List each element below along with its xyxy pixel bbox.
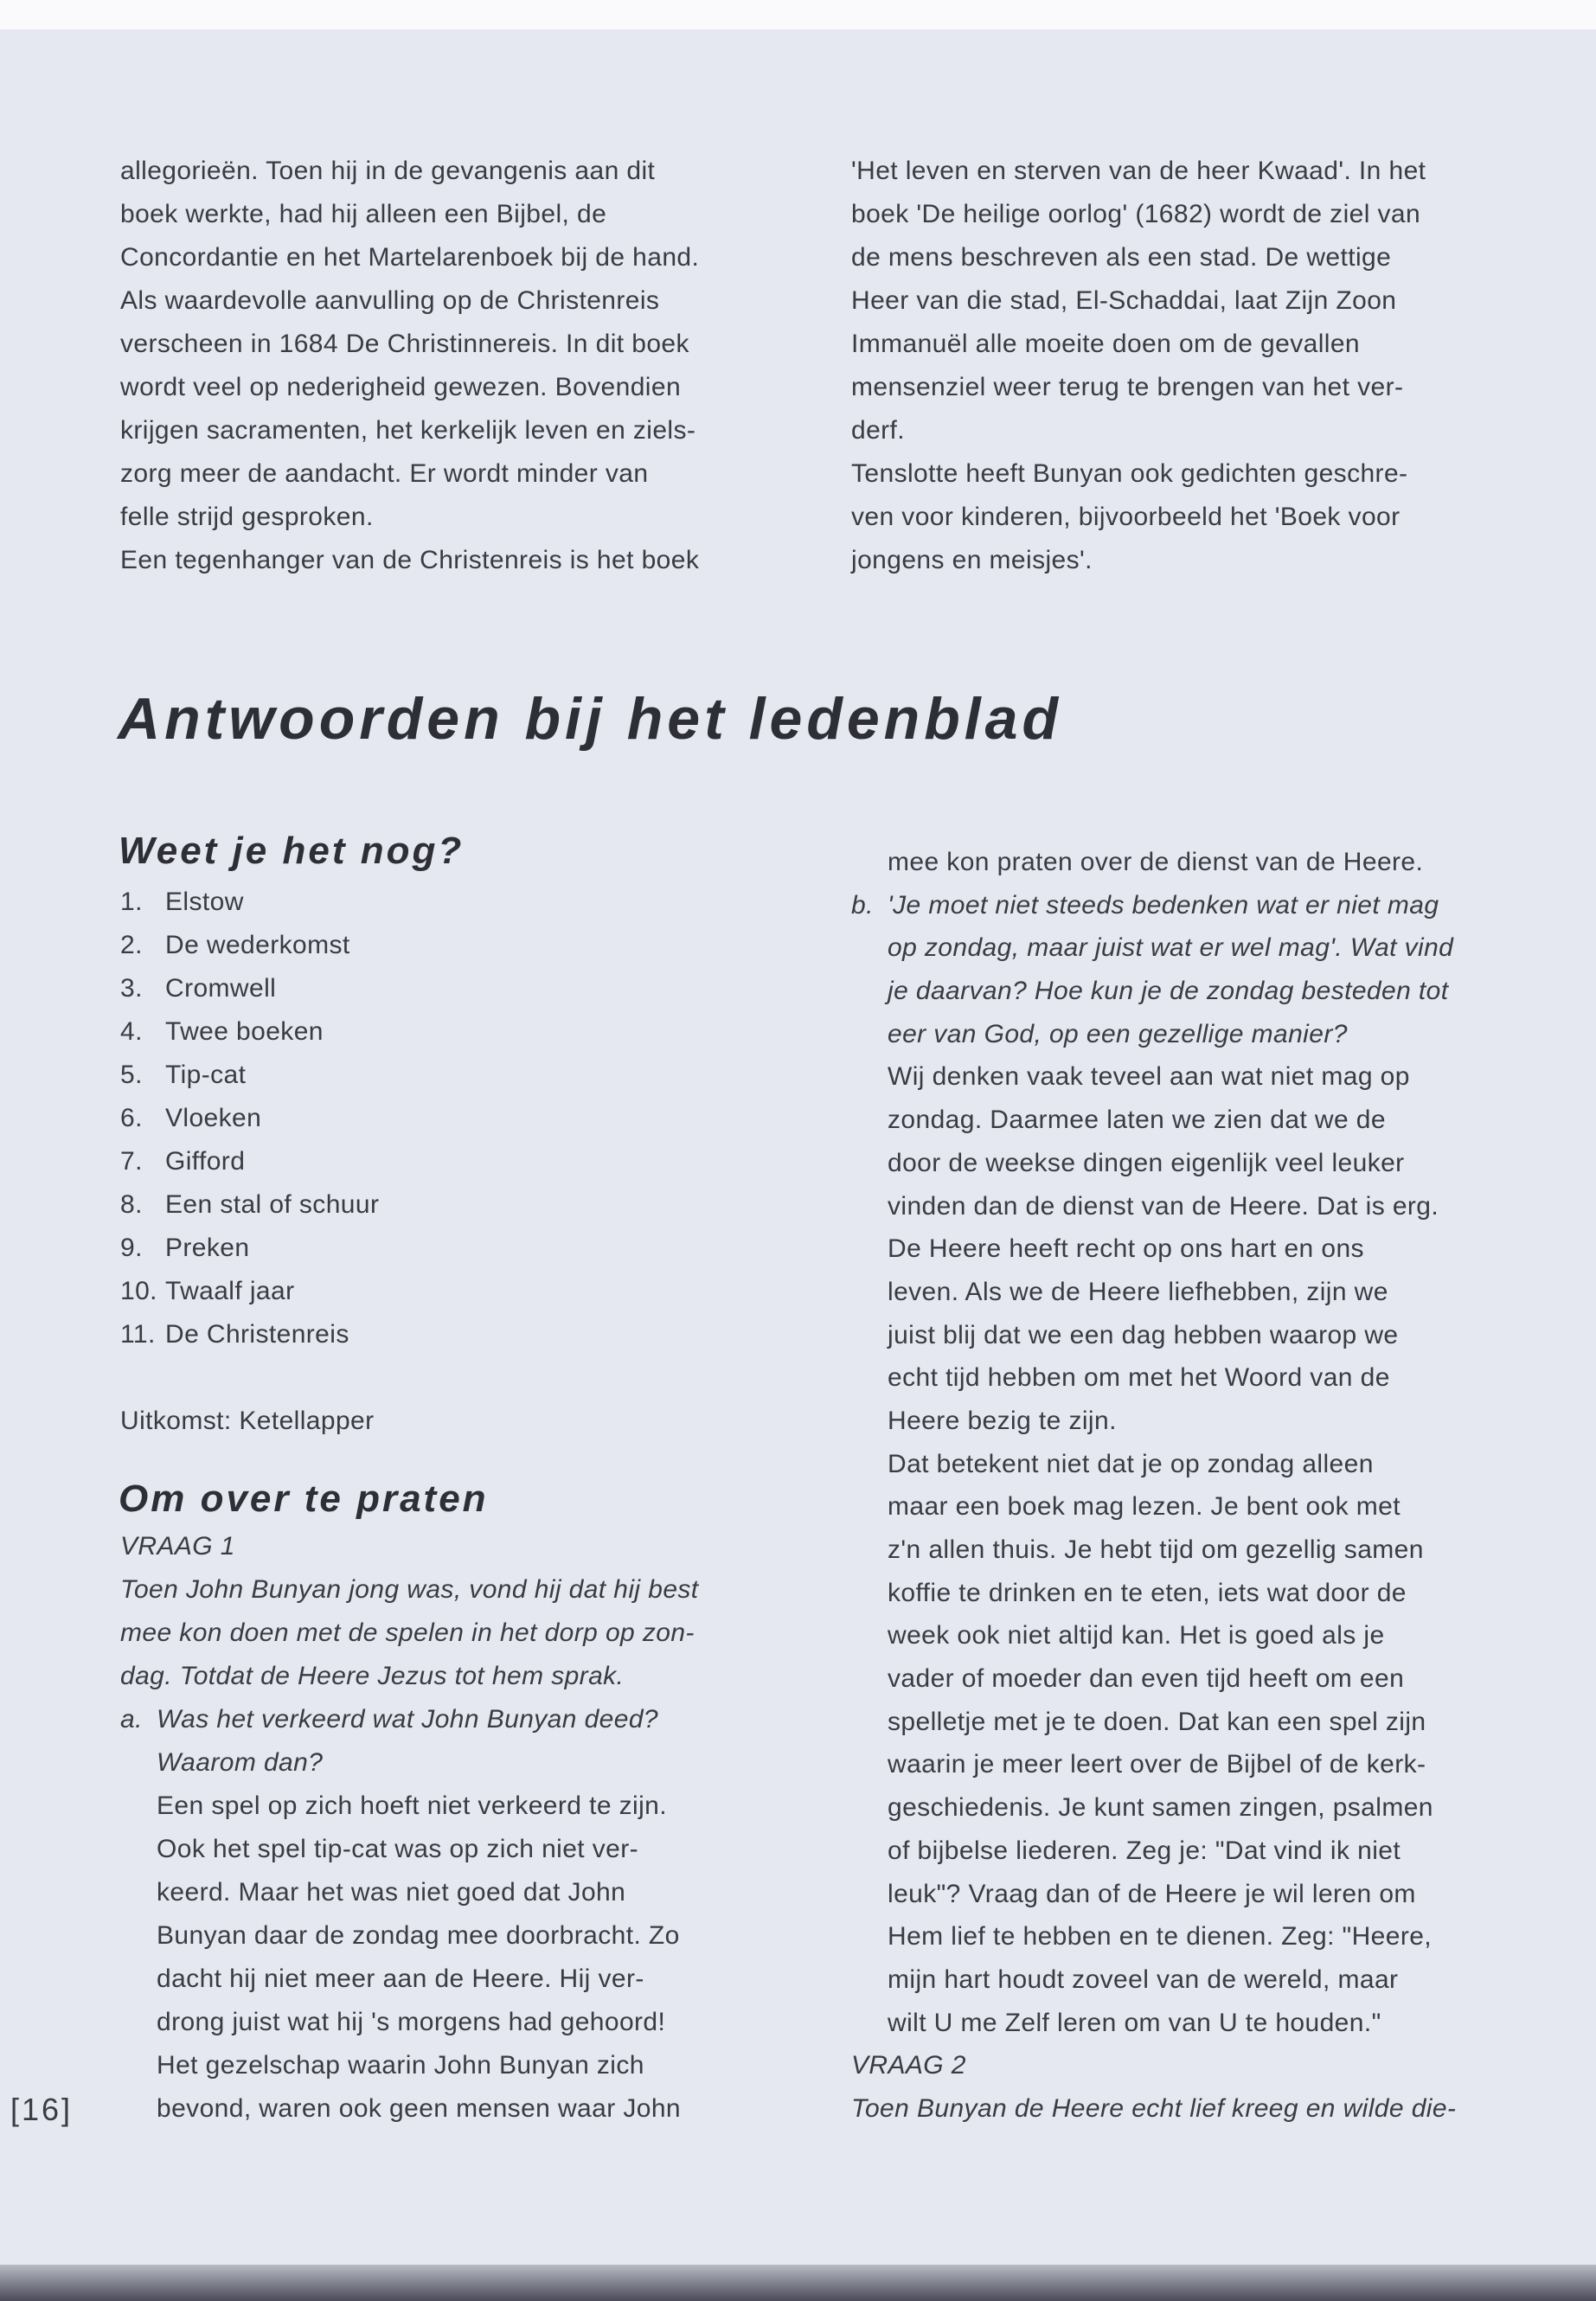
item-text: Een stal of schuur xyxy=(165,1190,380,1219)
line-text: wilt U me Zelf leren om van U te houden." xyxy=(888,2008,1381,2037)
line-text: leven. Als we de Heere liefhebben, zijn we xyxy=(888,1277,1388,1306)
text-line: Immanuël alle moeite doen om de gevallen xyxy=(851,330,1361,358)
item-number: 1. xyxy=(120,888,143,916)
list-item xyxy=(120,1313,379,1356)
line-text: waarin je meer leert over de Bijbel of de kerk- xyxy=(888,1750,1426,1779)
text-line xyxy=(851,926,1456,970)
text-line: zorg meer de aandacht. Er wordt minder van xyxy=(120,459,649,488)
item-text: Twee boeken xyxy=(165,1017,324,1046)
line-text: dag. Totdat de Heere Jezus tot hem sprak. xyxy=(120,1662,625,1690)
line-text: keerd. Maar het was niet goed dat John xyxy=(157,1878,626,1907)
text-line xyxy=(851,1013,1456,1056)
text-line: boek werkte, had hij alleen een Bijbel, de xyxy=(120,200,607,228)
line-text: maar een boek mag lezen. Je bent ook met xyxy=(888,1492,1401,1522)
text-line xyxy=(851,1400,1456,1443)
item-number: 7. xyxy=(120,1147,143,1176)
text-line: felle strijd gesproken. xyxy=(120,503,374,531)
line-text: mee kon praten over de dienst van de Heere. xyxy=(888,848,1424,876)
list-item xyxy=(120,1227,379,1270)
text-line xyxy=(851,1099,1456,1142)
list-item xyxy=(120,1054,379,1097)
item-text: Preken xyxy=(165,1234,250,1262)
list-item xyxy=(120,1097,379,1140)
item-text: Cromwell xyxy=(165,974,277,1003)
line-text: zondag. Daarmee laten we zien dat we de xyxy=(888,1106,1386,1135)
text-line xyxy=(851,1055,1456,1099)
text-line: derf. xyxy=(851,416,906,445)
text-line: krijgen sacramenten, het kerkelijk leven en ziels- xyxy=(120,416,696,445)
text-line xyxy=(851,2044,1456,2087)
text-line xyxy=(851,1743,1456,1786)
section-heading-om-over-te-praten: Om over te praten xyxy=(119,1477,489,1520)
item-number: 5. xyxy=(120,1061,143,1089)
item-text: De Christenreis xyxy=(165,1320,349,1349)
line-text: Ook het spel tip-cat was op zich niet ver- xyxy=(157,1835,639,1863)
text-line xyxy=(851,884,1456,927)
item-number: 10. xyxy=(120,1277,157,1305)
answer-list xyxy=(120,881,379,1356)
text-line xyxy=(120,1698,699,1741)
question-label: a. xyxy=(120,1705,143,1734)
line-text: week ook niet altijd kan. Het is goed als je xyxy=(888,1621,1385,1650)
item-number: 9. xyxy=(120,1234,143,1262)
page-bottom-edge xyxy=(0,2265,1596,2301)
item-text: De wederkomst xyxy=(165,931,350,959)
list-item xyxy=(120,1140,379,1183)
page-title: Antwoorden bij het ledenblad xyxy=(118,686,1062,752)
text-line xyxy=(120,2001,699,2044)
line-text: Waarom dan? xyxy=(157,1748,324,1777)
line-text: eer van God, op een gezellige manier? xyxy=(888,1019,1348,1048)
text-line xyxy=(851,2087,1456,2131)
item-text: Vloeken xyxy=(165,1104,262,1132)
line-text: door de weekse dingen eigenlijk veel leuker xyxy=(888,1148,1405,1177)
line-text: echt tijd hebben om met het Woord van de xyxy=(888,1363,1390,1393)
text-line xyxy=(851,1227,1456,1271)
line-text: Toen Bunyan de Heere echt lief kreeg en wilde die- xyxy=(851,2093,1457,2123)
text-line xyxy=(851,1786,1456,1830)
text-line xyxy=(120,1871,699,1914)
line-text: vader of moeder dan even tijd heeft om een xyxy=(888,1664,1405,1694)
line-text: Wij denken vaak teveel aan wat niet mag op xyxy=(888,1062,1410,1092)
text-line: de mens beschreven als een stad. De wettige xyxy=(851,243,1392,272)
line-text: bevond, waren ook geen mensen waar John xyxy=(157,2094,681,2123)
section-heading-weet-je-het-nog: Weet je het nog? xyxy=(119,830,465,872)
text-line: 'Het leven en sterven van de heer Kwaad'. In het xyxy=(851,157,1426,185)
discussion-column-right xyxy=(851,841,1456,2131)
text-line xyxy=(851,1185,1456,1228)
text-line xyxy=(120,1612,699,1655)
text-line: verscheen in 1684 De Christinnereis. In dit boek xyxy=(120,330,689,358)
line-text: op zondag, maar juist wat er wel mag'. Wat vind xyxy=(888,933,1454,963)
text-line xyxy=(851,1314,1456,1357)
question-label: b. xyxy=(851,890,874,920)
item-number: 11. xyxy=(120,1320,156,1349)
text-line xyxy=(851,1356,1456,1400)
answer-result: Uitkomst: Ketellapper xyxy=(120,1407,375,1435)
text-line xyxy=(120,1914,699,1958)
text-line xyxy=(851,1915,1456,1958)
list-item xyxy=(120,881,379,924)
line-text: Bunyan daar de zondag mee doorbracht. Zo xyxy=(157,1921,680,1950)
text-line xyxy=(120,2044,699,2087)
intro-column-left xyxy=(120,150,699,582)
list-item xyxy=(120,967,379,1010)
item-number: 2. xyxy=(120,931,143,959)
text-line: Als waardevolle aanvulling op de Christenreis xyxy=(120,286,660,315)
text-line xyxy=(851,1958,1456,2002)
list-item xyxy=(120,924,379,967)
line-text: of bijbelse liederen. Zeg je: "Dat vind ik niet xyxy=(888,1836,1401,1865)
line-text: De Heere heeft recht op ons hart en ons xyxy=(888,1234,1364,1264)
text-line xyxy=(851,1614,1456,1657)
page-top-margin xyxy=(0,0,1596,29)
text-line xyxy=(120,1525,699,1568)
text-line xyxy=(851,1873,1456,1916)
item-text: Twaalf jaar xyxy=(165,1277,295,1305)
text-line: allegorieën. Toen hij in de gevangenis aan dit xyxy=(120,157,656,185)
text-line: boek 'De heilige oorlog' (1682) wordt de ziel van xyxy=(851,200,1421,228)
text-line: ven voor kinderen, bijvoorbeeld het 'Boek voor xyxy=(851,503,1401,531)
line-text: spelletje met je te doen. Dat kan een spel zijn xyxy=(888,1707,1426,1736)
line-text: koffie te drinken en te eten, iets wat door de xyxy=(888,1578,1407,1607)
item-number: 8. xyxy=(120,1190,143,1219)
text-line xyxy=(120,1568,699,1612)
line-text: Toen John Bunyan jong was, vond hij dat hij best xyxy=(120,1575,699,1604)
line-text: VRAAG 1 xyxy=(120,1532,235,1561)
text-line xyxy=(851,1529,1456,1572)
line-text: je daarvan? Hoe kun je de zondag besteden tot xyxy=(888,977,1449,1006)
line-text: Hem lief te hebben en te dienen. Zeg: "Heere, xyxy=(888,1922,1433,1952)
item-number: 6. xyxy=(120,1104,143,1132)
text-line xyxy=(851,970,1456,1013)
text-line xyxy=(120,1958,699,2001)
line-text: mee kon doen met de spelen in het dorp op zon- xyxy=(120,1618,695,1647)
list-item xyxy=(120,1010,379,1054)
line-text: Het gezelschap waarin John Bunyan zich xyxy=(157,2051,644,2080)
line-text: leuk"? Vraag dan of de Heere je wil leren om xyxy=(888,1879,1416,1908)
text-line xyxy=(120,1785,699,1828)
line-text: geschiedenis. Je kunt samen zingen, psalmen xyxy=(888,1793,1433,1823)
text-line xyxy=(851,1142,1456,1185)
text-line xyxy=(851,841,1456,884)
item-text: Elstow xyxy=(165,888,244,916)
discussion-column-left xyxy=(120,1525,699,2131)
text-line: Concordantie en het Martelarenboek bij de hand. xyxy=(120,243,700,272)
text-line: wordt veel op nederigheid gewezen. Bovendien xyxy=(120,373,682,401)
text-line: mensenziel weer terug te brengen van het ver- xyxy=(851,373,1404,401)
text-line xyxy=(851,1572,1456,1615)
text-line xyxy=(851,1830,1456,1873)
list-item xyxy=(120,1183,379,1227)
intro-column-right xyxy=(851,150,1426,582)
text-line: Een tegenhanger van de Christenreis is het boek xyxy=(120,546,700,574)
line-text: mijn hart houdt zoveel van de wereld, maar xyxy=(888,1965,1399,1994)
line-text: Was het verkeerd wat John Bunyan deed? xyxy=(157,1705,658,1734)
line-text: vinden dan de dienst van de Heere. Dat is erg. xyxy=(888,1191,1439,1221)
text-line xyxy=(120,1655,699,1698)
line-text: juist blij dat we een dag hebben waarop we xyxy=(888,1320,1399,1349)
text-line: Heer van die stad, El-Schaddai, laat Zijn Zoon xyxy=(851,286,1397,315)
list-item xyxy=(120,1270,379,1313)
text-line xyxy=(120,2087,699,2131)
item-text: Tip-cat xyxy=(165,1061,247,1089)
text-line xyxy=(851,1271,1456,1314)
line-text: Een spel op zich hoeft niet verkeerd te zijn. xyxy=(157,1791,667,1820)
text-line xyxy=(851,1485,1456,1529)
item-text: Gifford xyxy=(165,1147,246,1176)
line-text: dacht hij niet meer aan de Heere. Hij ver- xyxy=(157,1965,644,1993)
text-line: jongens en meisjes'. xyxy=(851,546,1093,574)
line-text: 'Je moet niet steeds bedenken wat er niet mag xyxy=(888,890,1439,920)
text-line xyxy=(120,1741,699,1785)
line-text: z'n allen thuis. Je hebt tijd om gezellig samen xyxy=(888,1535,1424,1564)
item-number: 4. xyxy=(120,1017,143,1046)
text-line xyxy=(851,1443,1456,1486)
line-text: Heere bezig te zijn. xyxy=(888,1406,1117,1435)
text-line xyxy=(851,2002,1456,2045)
text-line xyxy=(851,1701,1456,1744)
line-text: Dat betekent niet dat je op zondag alleen xyxy=(888,1449,1374,1478)
text-line xyxy=(120,1828,699,1871)
page-number: [16] xyxy=(10,2092,74,2127)
item-number: 3. xyxy=(120,974,143,1003)
text-line xyxy=(851,1657,1456,1701)
text-line: Tenslotte heeft Bunyan ook gedichten geschre- xyxy=(851,459,1408,488)
line-text: drong juist wat hij 's morgens had gehoord! xyxy=(157,2008,666,2036)
line-text: VRAAG 2 xyxy=(851,2051,966,2080)
